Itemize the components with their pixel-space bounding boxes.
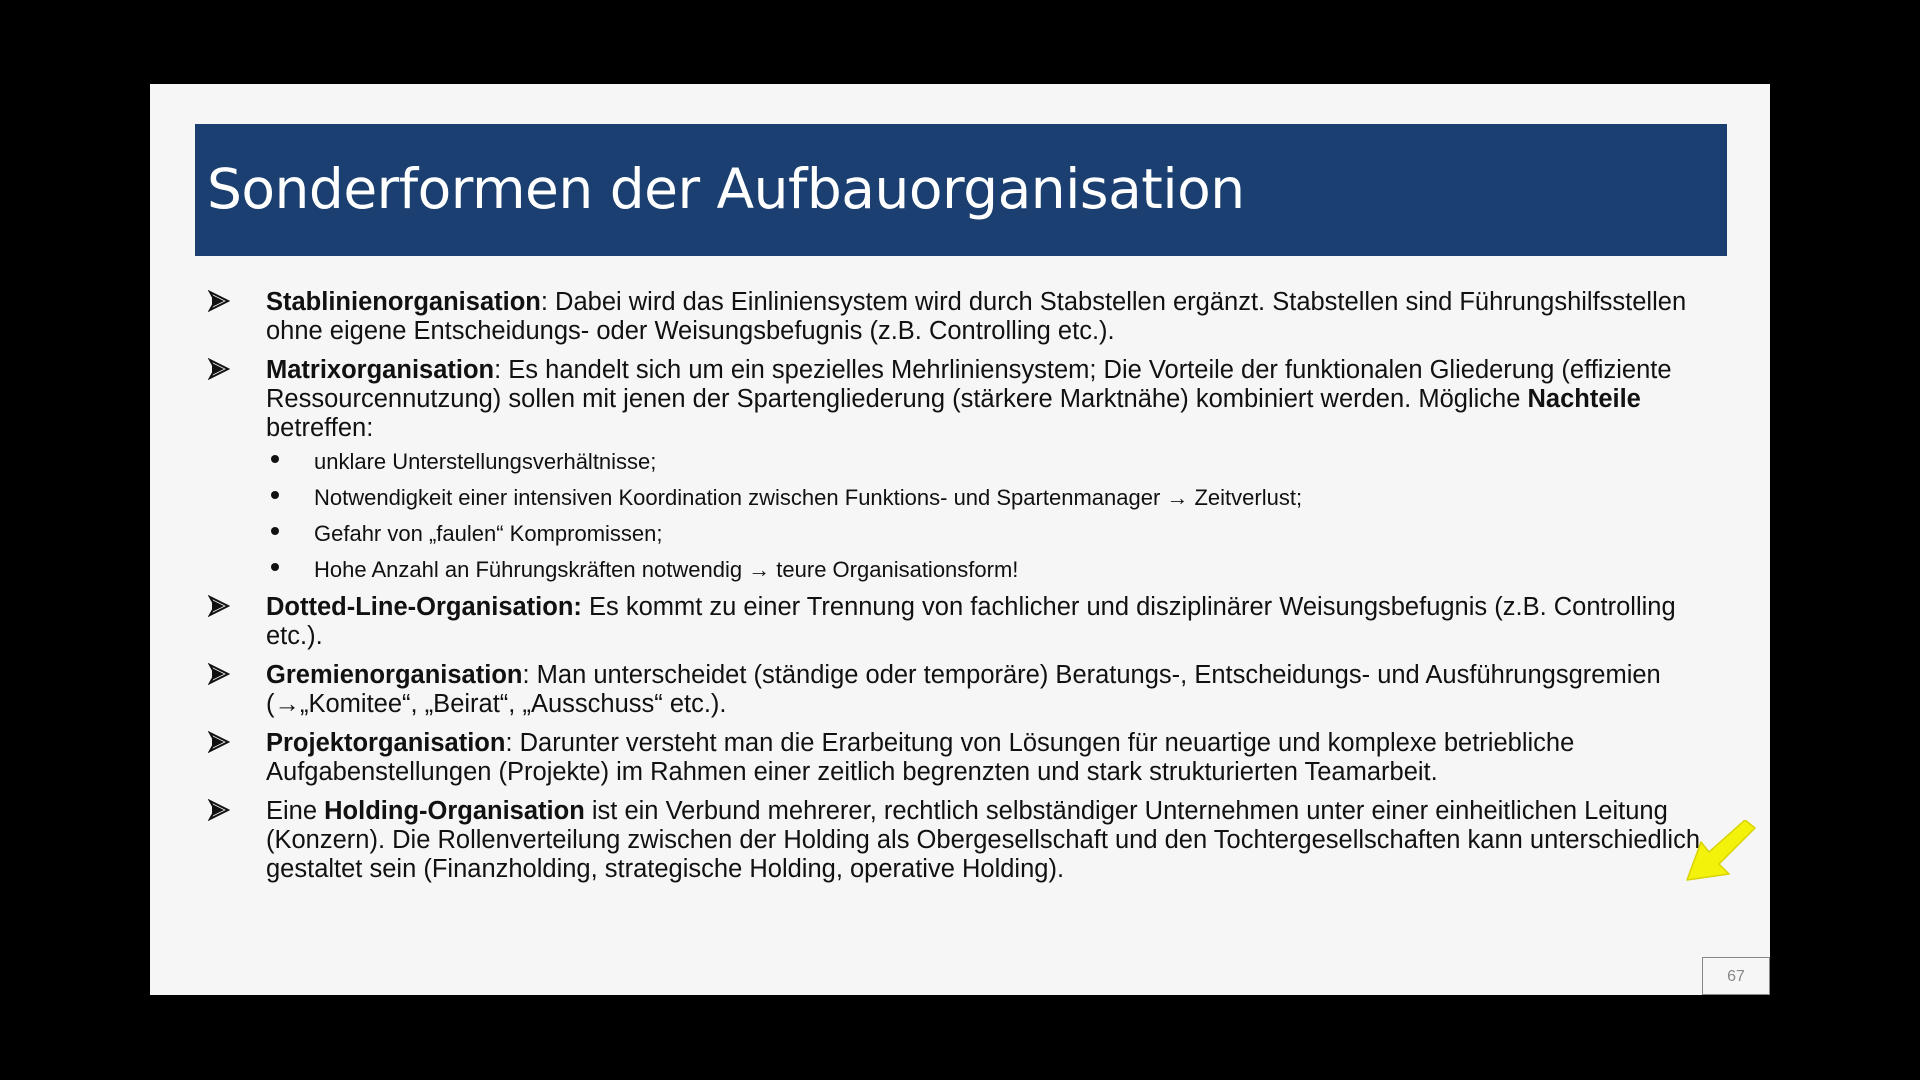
sub-list-nachteile [266,449,1738,583]
arrowhead-bullet-icon [208,799,230,821]
bullet-text: : Dabei wird das Einliniensystem wird durch Stabstellen ergänzt. Stabstellen sind Führungshilfsstellen ohne eigene Entscheidungs- oder Weisungsbefugnis (z.B. Controlling etc.). [266,288,1687,345]
bullet-term-nachteile: Nachteile [1527,385,1641,413]
arrowhead-bullet-icon [208,358,230,380]
bullet-dot-icon [271,563,279,571]
list-item: Hohe Anzahl an Führungskräften notwendig → teure Organisationsform! [266,557,1738,583]
arrowhead-bullet-icon [208,290,230,312]
bullet-dot-icon [271,527,279,535]
bullet-prefix: Eine [266,797,325,825]
bullet-matrixorganisation [208,356,1738,583]
bullet-gremienorganisation [208,661,1738,719]
bullet-term: Matrixorganisation [266,356,495,384]
bullet-term: Holding-Organisation [324,797,585,825]
bullet-text: : Darunter versteht man die Erarbeitung von Lösungen für neuartige und komplexe betriebliche Aufgabenstellungen (Projekte) im Rahmen einer zeitlich begrenzten und stark strukturierten Teamarbeit. [266,729,1575,786]
title-bar [195,124,1727,256]
bullet-dotted-line-organisation [208,593,1738,651]
bullet-term: Projektorganisation [266,729,506,757]
bullet-term: Dotted-Line-Organisation: [266,593,582,621]
arrowhead-bullet-icon [208,595,230,617]
list-item: Gefahr von „faulen“ Kompromissen; [266,521,1738,547]
page-number: 67 [1702,957,1770,995]
slide-title: Sonderformen der Aufbauorganisation [207,157,1245,221]
bullet-stablinienorganisation [208,288,1738,346]
pointer-arrow-icon [1683,820,1758,885]
bullet-text-tail: betreffen: [266,414,374,442]
arrowhead-bullet-icon [208,731,230,753]
presentation-slide [150,84,1770,995]
list-item: unklare Unterstellungsverhältnisse; [266,449,1738,475]
bullet-dot-icon [271,455,279,463]
bullet-holding-organisation [208,797,1738,884]
bullet-term: Gremienorganisation [266,661,523,689]
arrowhead-bullet-icon [208,663,230,685]
bullet-text: : Man unterscheidet (ständige oder temporäre) Beratungs-, Entscheidungs- und Ausführungsgremien (→„Komitee“, „Beirat“, „Ausschuss“ etc.). [266,661,1661,718]
bullet-term: Stablinienorganisation [266,288,541,316]
bullet-text: ist ein Verbund mehrerer, rechtlich selbständiger Unternehmen unter einer einheitlichen Leitung (Konzern). Die Rollenverteilung zwischen der Holding als Obergesellschaft und den Tochtergesellschaften kann unterschiedlich gestaltet sein (Finanzholding, strategische Holding, operative Holding). [266,797,1701,883]
list-item: Notwendigkeit einer intensiven Koordination zwischen Funktions- und Spartenmanager → Zeitverlust; [266,485,1738,511]
slide-content [208,288,1738,894]
bullet-projektorganisation [208,729,1738,787]
bullet-text: : Es handelt sich um ein spezielles Mehrliniensystem; Die Vorteile der funktionalen Gliederung (effiziente Ressourcennutzung) sollen mit jenen der Spartengliederung (stärkere Marktnähe) kombiniert werden. Mögliche [266,356,1672,413]
bullet-text: Es kommt zu einer Trennung von fachlicher und disziplinärer Weisungsbefugnis (z.B. Controlling etc.). [266,593,1676,650]
bullet-dot-icon [271,491,279,499]
